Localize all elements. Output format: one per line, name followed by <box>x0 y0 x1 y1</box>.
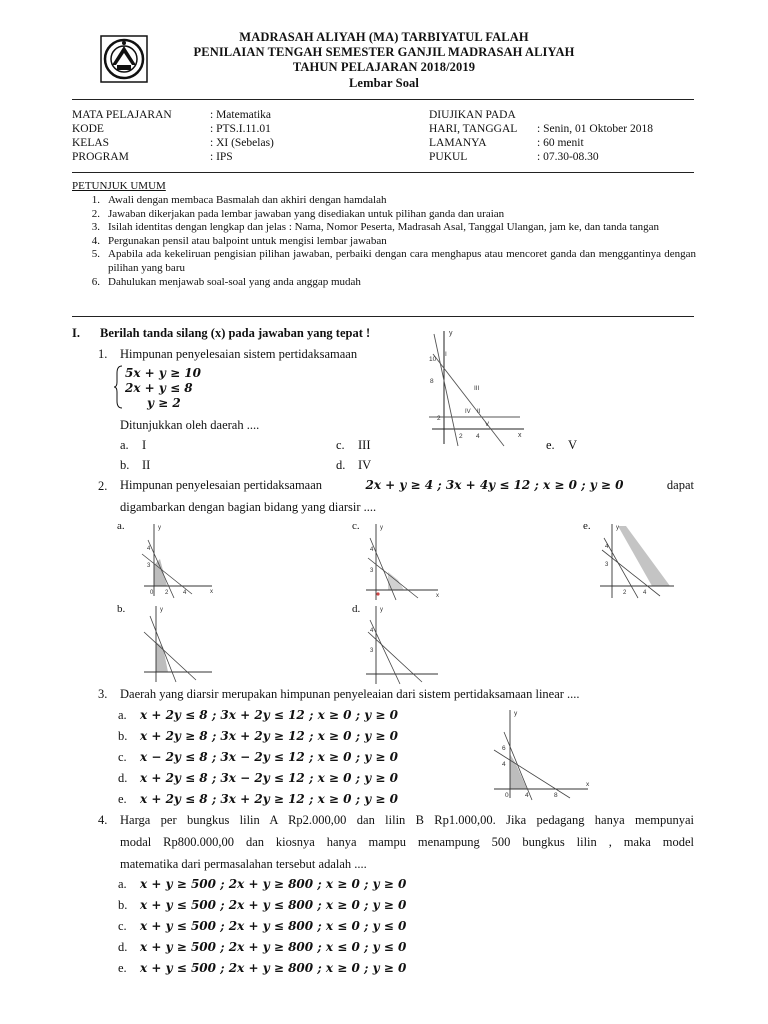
option-e[interactable] <box>546 438 577 453</box>
info-label: DIUJIKAN PADA <box>429 109 516 121</box>
question-number: 1. <box>98 347 108 361</box>
axis-label: x <box>518 432 522 439</box>
option-math: x + 2y ≤ 8 ; 3x + 2y ≤ 12 ; x ≥ 0 ; y ≥ 0 <box>140 708 398 722</box>
option-math: x + y ≤ 500 ; 2x + y ≤ 800 ; x ≤ 0 ; y ≤ 0 <box>140 919 407 933</box>
option-text: III <box>358 438 371 452</box>
instructions-divider <box>72 316 694 317</box>
option-letter: b. <box>120 458 130 472</box>
info-label: PUKUL <box>429 151 468 163</box>
system-brace <box>114 365 124 409</box>
question-text-part: Himpunan penyelesaian pertidaksamaan <box>120 478 323 492</box>
info-label: KELAS <box>72 137 110 149</box>
option-letter: e. <box>546 438 555 452</box>
line-3x-2y-12 <box>504 732 532 800</box>
question-text: Harga per bungkus lilin A Rp2.000,00 dan lilin B Rp1.000,00. Jika pedagang hanya mempunyai <box>120 813 694 827</box>
info-label: KODE <box>72 123 104 135</box>
option-letter: a. <box>118 708 127 722</box>
item-text: Jawaban dikerjakan pada lembar jawaban yang disediakan untuk pilihan ganda dan uraian <box>108 207 505 220</box>
question-number: 3. <box>98 687 108 701</box>
option-text: IV <box>358 458 372 472</box>
tick-label: 4 <box>525 792 529 799</box>
system-equation: y ≥ 2 <box>147 396 181 410</box>
tick-label: 3 <box>370 648 374 654</box>
line-3x-4y-12 <box>142 554 192 594</box>
info-value: : XI (Sebelas) <box>210 137 274 149</box>
q1-region-graph <box>428 326 528 452</box>
option-letter: c. <box>118 919 127 933</box>
question-text: modal Rp800.000,00 dan kiosnya hanya mampu menampung 500 bungkus lilin , maka model <box>120 835 694 849</box>
option-a[interactable] <box>118 708 398 723</box>
sheet-title: Lembar Soal <box>349 76 419 90</box>
tick-label: 4 <box>502 761 506 768</box>
q2-graph-c <box>362 520 446 602</box>
option-b[interactable] <box>118 898 406 913</box>
info-label: PROGRAM <box>72 151 129 163</box>
info-value: : Senin, 01 Oktober 2018 <box>537 123 653 135</box>
region-label: III <box>474 385 480 392</box>
option-b[interactable] <box>118 729 398 744</box>
line-2x-y-4 <box>370 538 396 600</box>
info-divider <box>72 172 694 173</box>
item-number: 3. <box>91 221 100 234</box>
option-text: I <box>142 438 147 452</box>
tick-label: 2 <box>459 433 463 440</box>
tick-label: 4 <box>183 590 187 596</box>
item-number: 1. <box>91 194 100 206</box>
axis-label: y <box>158 525 161 531</box>
option-letter: d. <box>118 940 128 954</box>
header-divider <box>72 99 694 100</box>
tick-label: 3 <box>147 563 151 569</box>
info-value: : 07.30-08.30 <box>537 151 599 163</box>
tick-label: 2 <box>165 590 169 596</box>
school-year: TAHUN PELAJARAN 2018/2019 <box>292 60 476 74</box>
tick-label: 4 <box>605 544 609 550</box>
q2-graph-b <box>136 602 220 684</box>
option-letter: d. <box>336 458 346 472</box>
option-math: x − 2y ≤ 8 ; 3x − 2y ≤ 12 ; x ≥ 0 ; y ≥ 0 <box>140 750 398 764</box>
tick-label: 4 <box>370 547 374 553</box>
question-text: matematika dari permasalahan tersebut adalah .... <box>120 857 367 871</box>
section-title: Berilah tanda silang (x) pada jawaban yang tepat ! <box>100 326 371 340</box>
list-item <box>72 221 696 235</box>
tick-label: 2 <box>623 590 627 596</box>
option-math: x + 2y ≤ 8 ; 3x − 2y ≤ 12 ; x ≥ 0 ; y ≥ 0 <box>140 771 398 785</box>
q2-graph-e <box>596 520 680 602</box>
item-number: 5. <box>91 248 100 261</box>
info-value: : Matematika <box>210 109 271 121</box>
option-e[interactable] <box>118 792 398 807</box>
option-a[interactable] <box>118 877 406 892</box>
school-name: MADRASAH ALIYAH (MA) TARBIYATUL FALAH <box>239 30 529 44</box>
tick-label: 4 <box>476 433 480 440</box>
question-text-part: dapat <box>666 478 694 492</box>
item-number: 4. <box>91 234 100 247</box>
tick-label: 6 <box>502 745 506 752</box>
option-d[interactable] <box>118 940 406 955</box>
tick-label: 8 <box>430 378 434 385</box>
item-text: Apabila ada kekeliruan pengisian pilihan jawaban, perbaiki dengan cara menghapus atau mencoret ganda dan menggantinya dengan pilihan yang baru <box>108 248 696 274</box>
question-text: Himpunan penyelesaian sistem pertidaksamaan <box>120 347 358 361</box>
system-equation: 2x + y ≤ 8 <box>125 381 193 395</box>
axis-label: y <box>160 607 163 613</box>
axis-label: y <box>380 525 383 531</box>
option-b[interactable]: b. <box>117 603 126 615</box>
option-letter: b. <box>118 898 128 912</box>
option-math: x + 2y ≥ 8 ; 3x + 2y ≥ 12 ; x ≥ 0 ; y ≥ 0 <box>140 729 398 743</box>
option-letter: a. <box>120 438 129 452</box>
item-text: Isilah identitas dengan lengkap dan jelas : Nama, Nomor Peserta, Madrasah Asal, Tanggal Ulangan, jam ke, dan tanda tangan <box>108 221 659 234</box>
tick-label: 4 <box>643 590 647 596</box>
region-label: V <box>485 422 490 428</box>
system-equation: 5x + y ≥ 10 <box>125 366 201 380</box>
item-number: 2. <box>91 207 100 220</box>
tick-label: 2 <box>437 415 441 422</box>
option-letter: a. <box>118 877 127 891</box>
option-a[interactable] <box>120 438 146 453</box>
option-d[interactable] <box>336 458 371 473</box>
option-text: II <box>142 458 151 472</box>
list-item <box>72 276 696 290</box>
info-value: : PTS.I.11.01 <box>210 123 271 135</box>
option-d[interactable]: d. <box>352 603 361 615</box>
list-item <box>72 248 696 275</box>
tick-label: 3 <box>370 568 374 574</box>
q2-graph-d <box>362 602 446 686</box>
question-prompt: Ditunjukkan oleh daerah .... <box>120 418 260 432</box>
tick-label: 0 <box>150 590 154 596</box>
tick-label: 10 <box>429 356 437 363</box>
option-b[interactable] <box>120 458 150 473</box>
exam-title: PENILAIAN TENGAH SEMESTER GANJIL MADRASAH ALIYAH <box>193 45 575 59</box>
tick-label: 4 <box>147 546 151 552</box>
axis-label: y <box>616 525 619 531</box>
axis-label: x <box>586 781 590 788</box>
item-number: 6. <box>91 275 100 288</box>
question-text: Daerah yang diarsir merupakan himpunan penyeleaian dari sistem pertidaksamaan linear .... <box>120 687 580 701</box>
option-c[interactable] <box>336 438 371 453</box>
option-letter: c. <box>118 750 127 764</box>
region-label: I <box>445 351 447 358</box>
axis-label: x <box>210 589 213 595</box>
axis-label: y <box>380 607 383 613</box>
axis-label: x <box>436 593 439 599</box>
q2-graph-a <box>136 520 220 600</box>
instructions-list <box>72 194 696 289</box>
list-item <box>72 208 696 222</box>
option-letter: d. <box>118 771 128 785</box>
section-number: I. <box>72 326 80 340</box>
info-label: LAMANYA <box>429 137 487 149</box>
question-text <box>120 478 694 493</box>
list-item <box>72 194 696 208</box>
info-value: : 60 menit <box>537 137 584 149</box>
item-text: Awali dengan membaca Basmalah dan akhiri dengan hamdalah <box>108 194 387 206</box>
region-label: IV <box>465 409 471 415</box>
axis-label: y <box>514 710 518 717</box>
shaded-region <box>510 754 527 789</box>
item-text: Pergunakan pensil atau balpoint untuk mengisi lembar jawaban <box>108 234 387 247</box>
option-letter: b. <box>118 729 128 743</box>
q3-region-graph <box>488 706 594 802</box>
info-value: : IPS <box>210 151 233 163</box>
option-e[interactable] <box>118 961 406 976</box>
option-math: x + 2y ≤ 8 ; 3x + 2y ≥ 12 ; x ≥ 0 ; y ≥ 0 <box>140 792 398 806</box>
question-number: 2. <box>98 479 108 493</box>
option-d[interactable] <box>118 771 398 786</box>
tick-label: 4 <box>370 628 374 634</box>
question-text: digambarkan dengan bagian bidang yang diarsir .... <box>120 500 377 514</box>
option-math: x + y ≥ 500 ; 2x + y ≥ 800 ; x ≥ 0 ; y ≥ 0 <box>140 877 407 891</box>
option-e[interactable]: e. <box>583 520 591 532</box>
list-item <box>72 235 696 249</box>
line-3x-4y-12 <box>144 632 196 680</box>
option-c[interactable] <box>118 750 398 765</box>
question-number: 4. <box>98 813 108 827</box>
option-letter: c. <box>336 438 345 452</box>
option-math: x + y ≥ 500 ; 2x + y ≥ 800 ; x ≤ 0 ; y ≤ 0 <box>140 940 407 954</box>
axis-label: y <box>449 330 453 337</box>
origin-dot-icon <box>376 592 379 595</box>
item-text: Dahulukan menjawab soal-soal yang anda anggap mudah <box>108 275 361 288</box>
option-c[interactable] <box>118 919 406 934</box>
option-math: x + y ≤ 500 ; 2x + y ≥ 800 ; x ≥ 0 ; y ≥ 0 <box>140 961 407 975</box>
info-label: MATA PELAJARAN <box>72 109 172 121</box>
option-text: V <box>568 438 578 452</box>
option-c[interactable]: c. <box>352 520 360 532</box>
tick-label: 3 <box>605 562 609 568</box>
option-math: x + y ≤ 500 ; 2x + y ≤ 800 ; x ≥ 0 ; y ≥ 0 <box>140 898 407 912</box>
question-math: 2x + y ≥ 4 ; 3x + 4y ≤ 12 ; x ≥ 0 ; y ≥ 0 <box>365 478 624 492</box>
option-a[interactable]: a. <box>117 520 125 532</box>
region-label: II <box>477 409 481 415</box>
option-letter: e. <box>118 792 127 806</box>
option-letter: e. <box>118 961 127 975</box>
tick-label: 8 <box>554 792 558 799</box>
tick-label: 0 <box>505 792 509 799</box>
line-x-2y-8 <box>494 750 570 798</box>
instructions-title: PETUNJUK UMUM <box>72 180 166 192</box>
info-label: HARI, TANGGAL <box>429 123 518 135</box>
